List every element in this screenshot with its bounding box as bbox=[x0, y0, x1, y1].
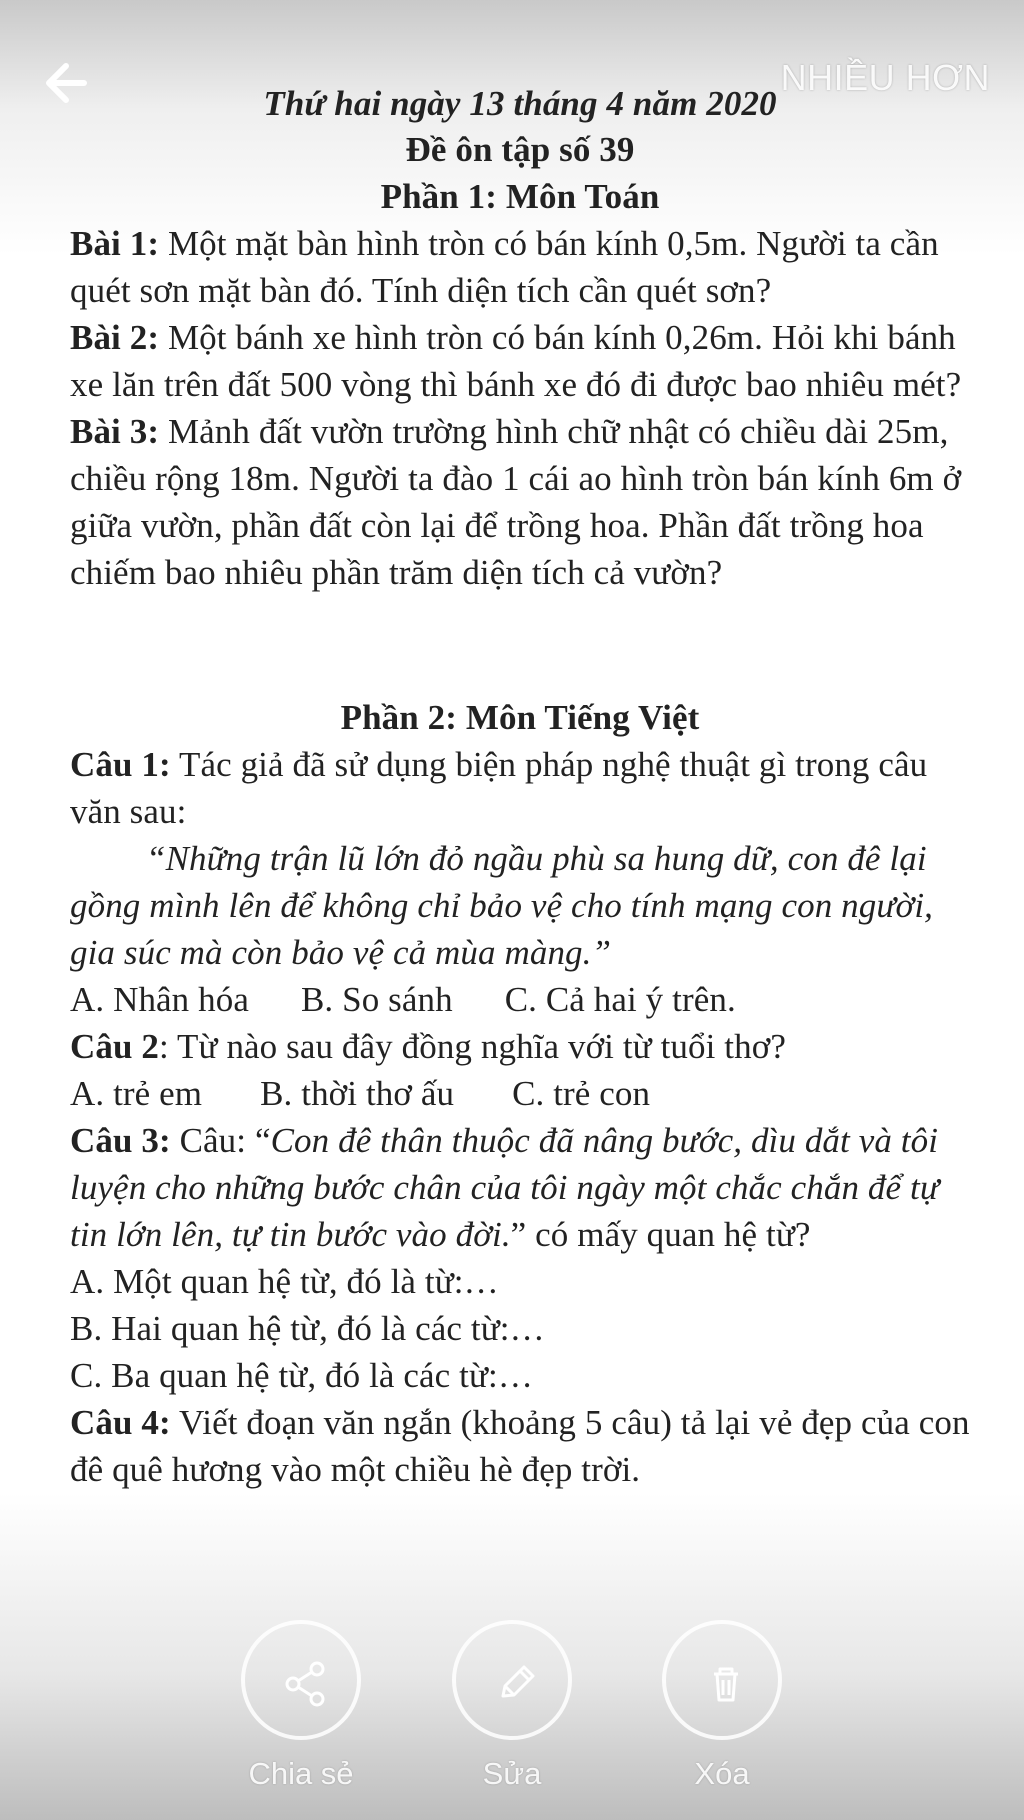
question-1-options bbox=[70, 976, 970, 1023]
math-section-heading: Phần 1: Môn Toán bbox=[380, 177, 660, 216]
math-problem-2 bbox=[70, 314, 970, 408]
share-button[interactable] bbox=[241, 1620, 361, 1800]
answer-option: C. Ba quan hệ từ, đó là các từ:… bbox=[70, 1356, 533, 1395]
problem-text: Một mặt bàn hình tròn có bán kính 0,5m. Người ta cần quét sơn mặt bàn đó. Tính diện tích cần quét sơn? bbox=[70, 224, 939, 310]
answer-option: C. trẻ con bbox=[512, 1074, 651, 1113]
question-4 bbox=[70, 1399, 970, 1493]
question-prefix: Câu: “ bbox=[170, 1121, 271, 1160]
back-arrow-icon bbox=[36, 48, 106, 118]
delete-button[interactable] bbox=[662, 1620, 782, 1800]
question-2 bbox=[70, 1023, 970, 1070]
question-label: Câu 1: bbox=[70, 745, 171, 784]
problem-text: Một bánh xe hình tròn có bán kính 0,26m. Hỏi khi bánh xe lăn trên đất 500 vòng thì bánh xe đó đi được bao nhiêu mét? bbox=[70, 318, 962, 404]
edit-button-circle bbox=[452, 1620, 572, 1740]
edit-pencil-icon bbox=[490, 1658, 542, 1710]
share-button-circle bbox=[241, 1620, 361, 1740]
math-problem-1 bbox=[70, 220, 970, 314]
answer-option: A. Nhân hóa bbox=[70, 980, 249, 1019]
edit-button[interactable] bbox=[452, 1620, 572, 1800]
question-2-options bbox=[70, 1070, 970, 1117]
answer-option: B. Hai quan hệ từ, đó là các từ:… bbox=[70, 1309, 545, 1348]
document-date: Thứ hai ngày 13 tháng 4 năm 2020 bbox=[263, 84, 777, 123]
math-problem-3 bbox=[70, 408, 970, 596]
quoted-passage: “Những trận lũ lớn đỏ ngầu phù sa hung dữ, con đê lại gồng mình lên để không chỉ bảo vệ cho tính mạng con người, gia súc mà còn bảo vệ cả mùa màng.” bbox=[70, 839, 933, 972]
answer-option: B. So sánh bbox=[300, 980, 453, 1019]
question-text: Tác giả đã sử dụng biện pháp nghệ thuật gì trong câu văn sau: bbox=[70, 745, 928, 831]
edit-label: Sửa bbox=[482, 1756, 542, 1791]
answer-option: A. Một quan hệ từ, đó là từ:… bbox=[70, 1262, 499, 1301]
share-icon bbox=[279, 1658, 331, 1710]
trash-icon bbox=[700, 1658, 752, 1710]
answer-option: C. Cả hai ý trên. bbox=[504, 980, 736, 1019]
question-label: Câu 4: bbox=[70, 1403, 171, 1442]
question-label: Câu 3: bbox=[70, 1121, 171, 1160]
question-text: Viết đoạn văn ngắn (khoảng 5 câu) tả lại vẻ đẹp của con đê quê hương vào một chiều hè đẹp trời. bbox=[70, 1403, 970, 1489]
delete-button-circle bbox=[662, 1620, 782, 1740]
question-quote: Con đê thân thuộc đã nâng bước, dìu dắt và tôi luyện cho những bước chân của tôi ngày một chắc chắn để tự tin lớn lên, tự tin bước vào đời. bbox=[70, 1121, 940, 1254]
more-button[interactable]: NHIỀU HƠN bbox=[780, 57, 990, 98]
delete-label: Xóa bbox=[694, 1756, 750, 1791]
problem-label: Bài 2: bbox=[70, 318, 160, 357]
question-suffix: ” có mấy quan hệ từ? bbox=[510, 1215, 811, 1254]
problem-text: Mảnh đất vườn trường hình chữ nhật có chiều dài 25m, chiều rộng 18m. Người ta đào 1 cái ao hình tròn bán kính 6m ở giữa vườn, phần đất còn lại để trồng hoa. Phần đất trồng hoa chiếm bao nhiêu phần trăm diện tích cả vườn? bbox=[70, 412, 962, 592]
question-label: Câu 2 bbox=[70, 1027, 159, 1066]
share-label: Chia sẻ bbox=[248, 1756, 354, 1791]
problem-label: Bài 1: bbox=[70, 224, 160, 263]
answer-option: B. thời thơ ấu bbox=[260, 1074, 455, 1113]
question-text: : Từ nào sau đây đồng nghĩa với từ tuổi thơ? bbox=[159, 1027, 786, 1066]
question-1 bbox=[70, 741, 970, 835]
document-title: Đề ôn tập số 39 bbox=[405, 130, 635, 169]
back-button[interactable] bbox=[36, 48, 106, 118]
question-3 bbox=[70, 1117, 970, 1258]
answer-option: A. trẻ em bbox=[70, 1074, 203, 1113]
vietnamese-section-heading: Phần 2: Môn Tiếng Việt bbox=[340, 698, 700, 737]
problem-label: Bài 3: bbox=[70, 412, 160, 451]
